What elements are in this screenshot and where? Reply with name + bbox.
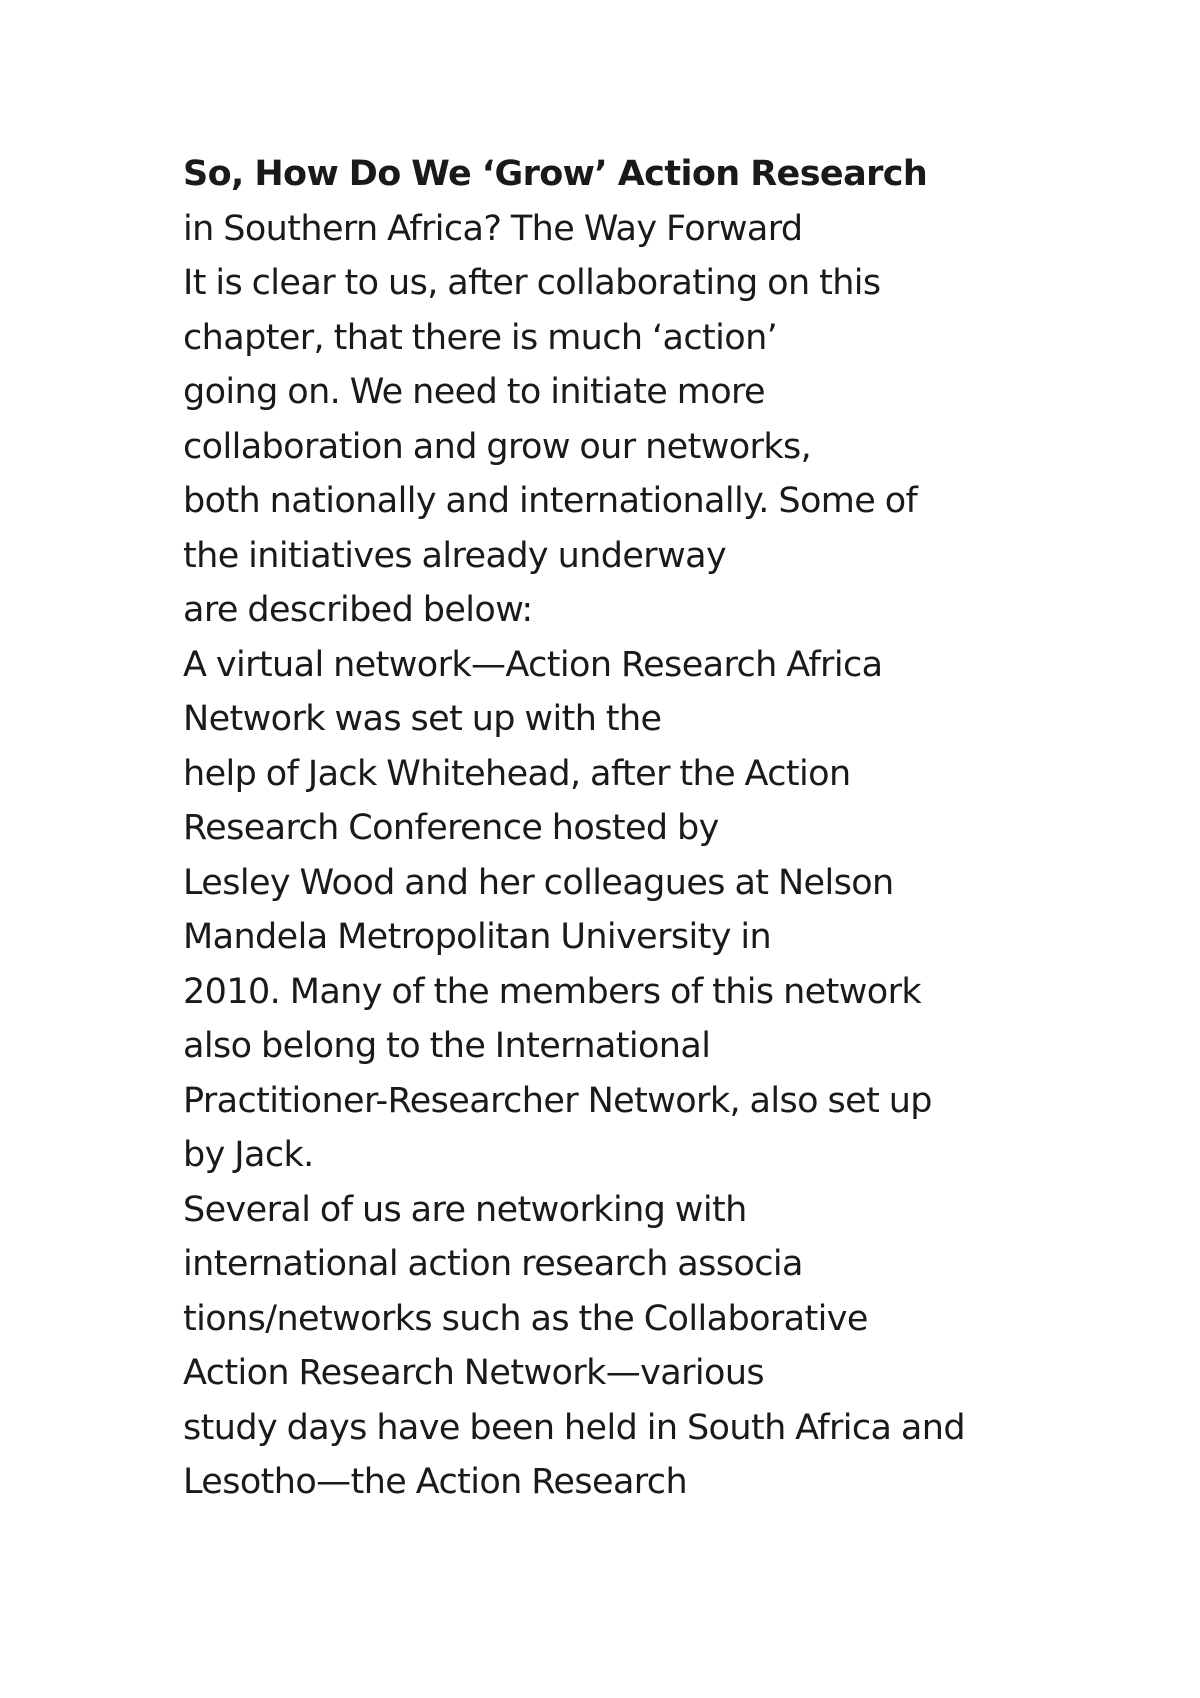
text-line: the initiatives already underway <box>183 535 727 576</box>
body-text <box>183 147 1083 1510</box>
text-line: by Jack. <box>183 1135 314 1175</box>
text-line: Research Conference hosted by <box>183 808 719 848</box>
text-line: A virtual network—Action Research Africa <box>183 644 883 685</box>
text-line: study days have been held in South Africa and <box>183 1407 965 1448</box>
text-line: in Southern Africa? The Way Forward <box>183 208 803 249</box>
text-line: Lesley Wood and her colleagues at Nelson <box>183 862 894 903</box>
section-heading: So, How Do We ‘Grow’ Action Research <box>183 154 928 194</box>
text-line: 2010. Many of the members of this network <box>183 971 922 1012</box>
text-line: help of Jack Whitehead, after the Action <box>183 753 851 794</box>
text-line: going on. We need to initiate more <box>183 372 765 412</box>
text-line: Network was set up with the <box>183 699 662 739</box>
text-line: Lesotho—the Action Research <box>183 1462 688 1502</box>
text-line: also belong to the International <box>183 1026 711 1066</box>
text-line: Practitioner-Researcher Network, also set up <box>183 1080 932 1121</box>
text-line: chapter, that there is much ‘action’ <box>183 317 778 358</box>
text-line: are described below: <box>183 590 533 630</box>
text-line: Action Research Network—various <box>183 1353 765 1393</box>
text-line: collaboration and grow our networks, <box>183 426 812 467</box>
text-line: both nationally and internationally. Some of <box>183 481 918 521</box>
text-line: Mandela Metropolitan University in <box>183 917 772 957</box>
text-line: Several of us are networking with <box>183 1189 747 1230</box>
text-line: It is clear to us, after collaborating on this <box>183 263 881 303</box>
text-line: tions/networks such as the Collaborative <box>183 1298 868 1339</box>
text-line: international action research associa <box>183 1244 803 1284</box>
